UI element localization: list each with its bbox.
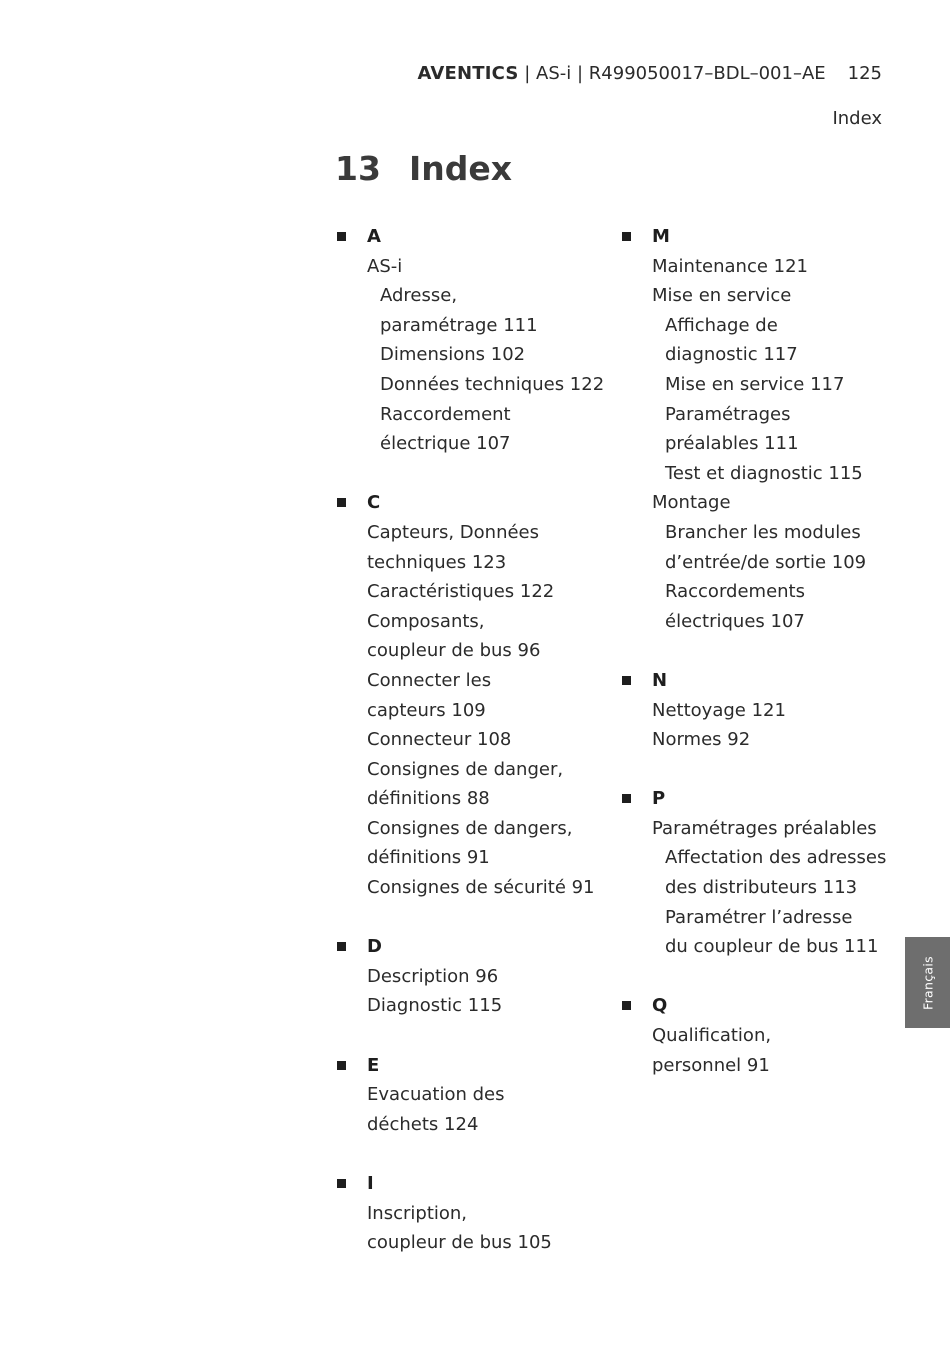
index-subentry: diagnostic 117 bbox=[665, 344, 798, 366]
index-entry: Consignes de dangers, bbox=[367, 817, 573, 839]
index-entry: Maintenance 121 bbox=[652, 255, 808, 277]
index-subentry: Raccordements bbox=[665, 581, 805, 603]
index-letter-heading: M bbox=[652, 226, 670, 247]
index-group-d bbox=[335, 932, 605, 1021]
index-subentry: préalables 111 bbox=[665, 433, 799, 455]
square-bullet-icon bbox=[337, 942, 346, 951]
index-entry: capteurs 109 bbox=[367, 699, 486, 721]
square-bullet-icon bbox=[622, 794, 631, 803]
index-entry: coupleur de bus 96 bbox=[367, 640, 541, 662]
index-subentry: Test et diagnostic 115 bbox=[665, 462, 863, 484]
index-entry: définitions 91 bbox=[367, 847, 490, 869]
index-group-m bbox=[620, 222, 890, 636]
index-entry: définitions 88 bbox=[367, 788, 490, 810]
index-entry: Normes 92 bbox=[652, 729, 751, 751]
index-group-c bbox=[335, 488, 605, 902]
index-subentry: Affectation des adresses bbox=[665, 847, 887, 869]
index-letter-row bbox=[335, 1051, 605, 1081]
index-entry: Description 96 bbox=[367, 965, 499, 987]
square-bullet-icon bbox=[337, 232, 346, 241]
index-subentry: du coupleur de bus 111 bbox=[665, 936, 879, 958]
page-number: 125 bbox=[847, 63, 882, 84]
index-entry: Montage bbox=[652, 492, 731, 514]
running-section-label: Index bbox=[832, 108, 882, 129]
index-entry: Nettoyage 121 bbox=[652, 699, 786, 721]
index-entry: Diagnostic 115 bbox=[367, 995, 503, 1017]
index-letter-heading: C bbox=[367, 492, 381, 514]
chapter-title-text: Index bbox=[408, 149, 512, 188]
index-letter-row bbox=[335, 1169, 605, 1199]
index-letter-heading: D bbox=[367, 936, 382, 958]
index-entry: Capteurs, Données bbox=[367, 521, 540, 543]
index-entry: Connecter les bbox=[367, 669, 492, 691]
index-entry: Inscription, bbox=[367, 1202, 468, 1224]
index-group-a bbox=[335, 222, 605, 459]
index-letter-row bbox=[620, 991, 890, 1021]
square-bullet-icon bbox=[337, 498, 346, 507]
index-group-e bbox=[335, 1051, 605, 1140]
index-letter-heading: N bbox=[652, 669, 668, 691]
index-group-q bbox=[620, 991, 890, 1080]
index-entry: Mise en service bbox=[652, 285, 792, 307]
index-entry: AS-i bbox=[367, 255, 403, 277]
chapter-number: 13 bbox=[335, 149, 381, 188]
index-column-left bbox=[335, 222, 605, 1287]
index-subentry: des distributeurs 113 bbox=[665, 877, 858, 899]
index-letter-heading: P bbox=[652, 788, 666, 810]
index-letter-row bbox=[335, 932, 605, 962]
index-entry: Connecteur 108 bbox=[367, 729, 512, 751]
index-entry: Evacuation des bbox=[367, 1084, 505, 1106]
square-bullet-icon bbox=[337, 1179, 346, 1188]
language-tab-label: Français bbox=[920, 955, 935, 1010]
index-entry: Consignes de danger, bbox=[367, 758, 564, 780]
index-entry: Composants, bbox=[367, 610, 485, 632]
index-subentry: paramétrage 111 bbox=[380, 314, 538, 336]
index-subentry: électrique 107 bbox=[380, 433, 511, 455]
chapter-title bbox=[335, 148, 512, 190]
index-entry: Caractéristiques 122 bbox=[367, 581, 555, 603]
index-entry: Consignes de sécurité 91 bbox=[367, 877, 595, 899]
index-subentry: Mise en service 117 bbox=[665, 373, 845, 395]
square-bullet-icon bbox=[337, 1061, 346, 1070]
index-letter-row bbox=[335, 488, 605, 518]
square-bullet-icon bbox=[622, 1001, 631, 1010]
index-column-right bbox=[620, 222, 890, 1110]
index-letter-row bbox=[620, 784, 890, 814]
index-letter-heading: I bbox=[367, 1173, 374, 1194]
index-group-i bbox=[335, 1169, 605, 1258]
index-group-p bbox=[620, 784, 890, 962]
index-subentry: Brancher les modules bbox=[665, 521, 861, 543]
running-header bbox=[417, 61, 882, 87]
index-entry: coupleur de bus 105 bbox=[367, 1232, 552, 1254]
language-tab bbox=[905, 937, 950, 1028]
index-letter-heading: Q bbox=[652, 995, 668, 1017]
index-letter-row bbox=[335, 222, 605, 252]
index-entry: Qualification, bbox=[652, 1025, 772, 1047]
index-subentry: d’entrée/de sortie 109 bbox=[665, 551, 867, 573]
index-subentry: Paramétrages bbox=[665, 403, 791, 425]
index-letter-heading: A bbox=[367, 226, 381, 247]
index-letter-heading: E bbox=[367, 1054, 380, 1076]
index-subentry: Affichage de bbox=[665, 314, 778, 336]
index-subentry: Raccordement bbox=[380, 403, 511, 425]
index-subentry: électriques 107 bbox=[665, 610, 805, 632]
index-entry: techniques 123 bbox=[367, 551, 507, 573]
index-subentry: Données techniques 122 bbox=[380, 373, 605, 395]
square-bullet-icon bbox=[622, 676, 631, 685]
index-entry: déchets 124 bbox=[367, 1113, 479, 1135]
index-letter-row bbox=[620, 222, 890, 252]
brand-name: AVENTICS bbox=[417, 63, 519, 84]
index-group-n bbox=[620, 666, 890, 755]
index-subentry: Adresse, bbox=[380, 285, 458, 307]
index-subentry: Paramétrer l’adresse bbox=[665, 906, 853, 928]
square-bullet-icon bbox=[622, 232, 631, 241]
index-subentry: Dimensions 102 bbox=[380, 344, 526, 366]
index-entry: Paramétrages préalables bbox=[652, 817, 877, 839]
index-letter-row bbox=[620, 666, 890, 696]
document-reference: | AS-i | R499050017–BDL–001–AE bbox=[518, 63, 826, 84]
index-entry: personnel 91 bbox=[652, 1054, 770, 1076]
